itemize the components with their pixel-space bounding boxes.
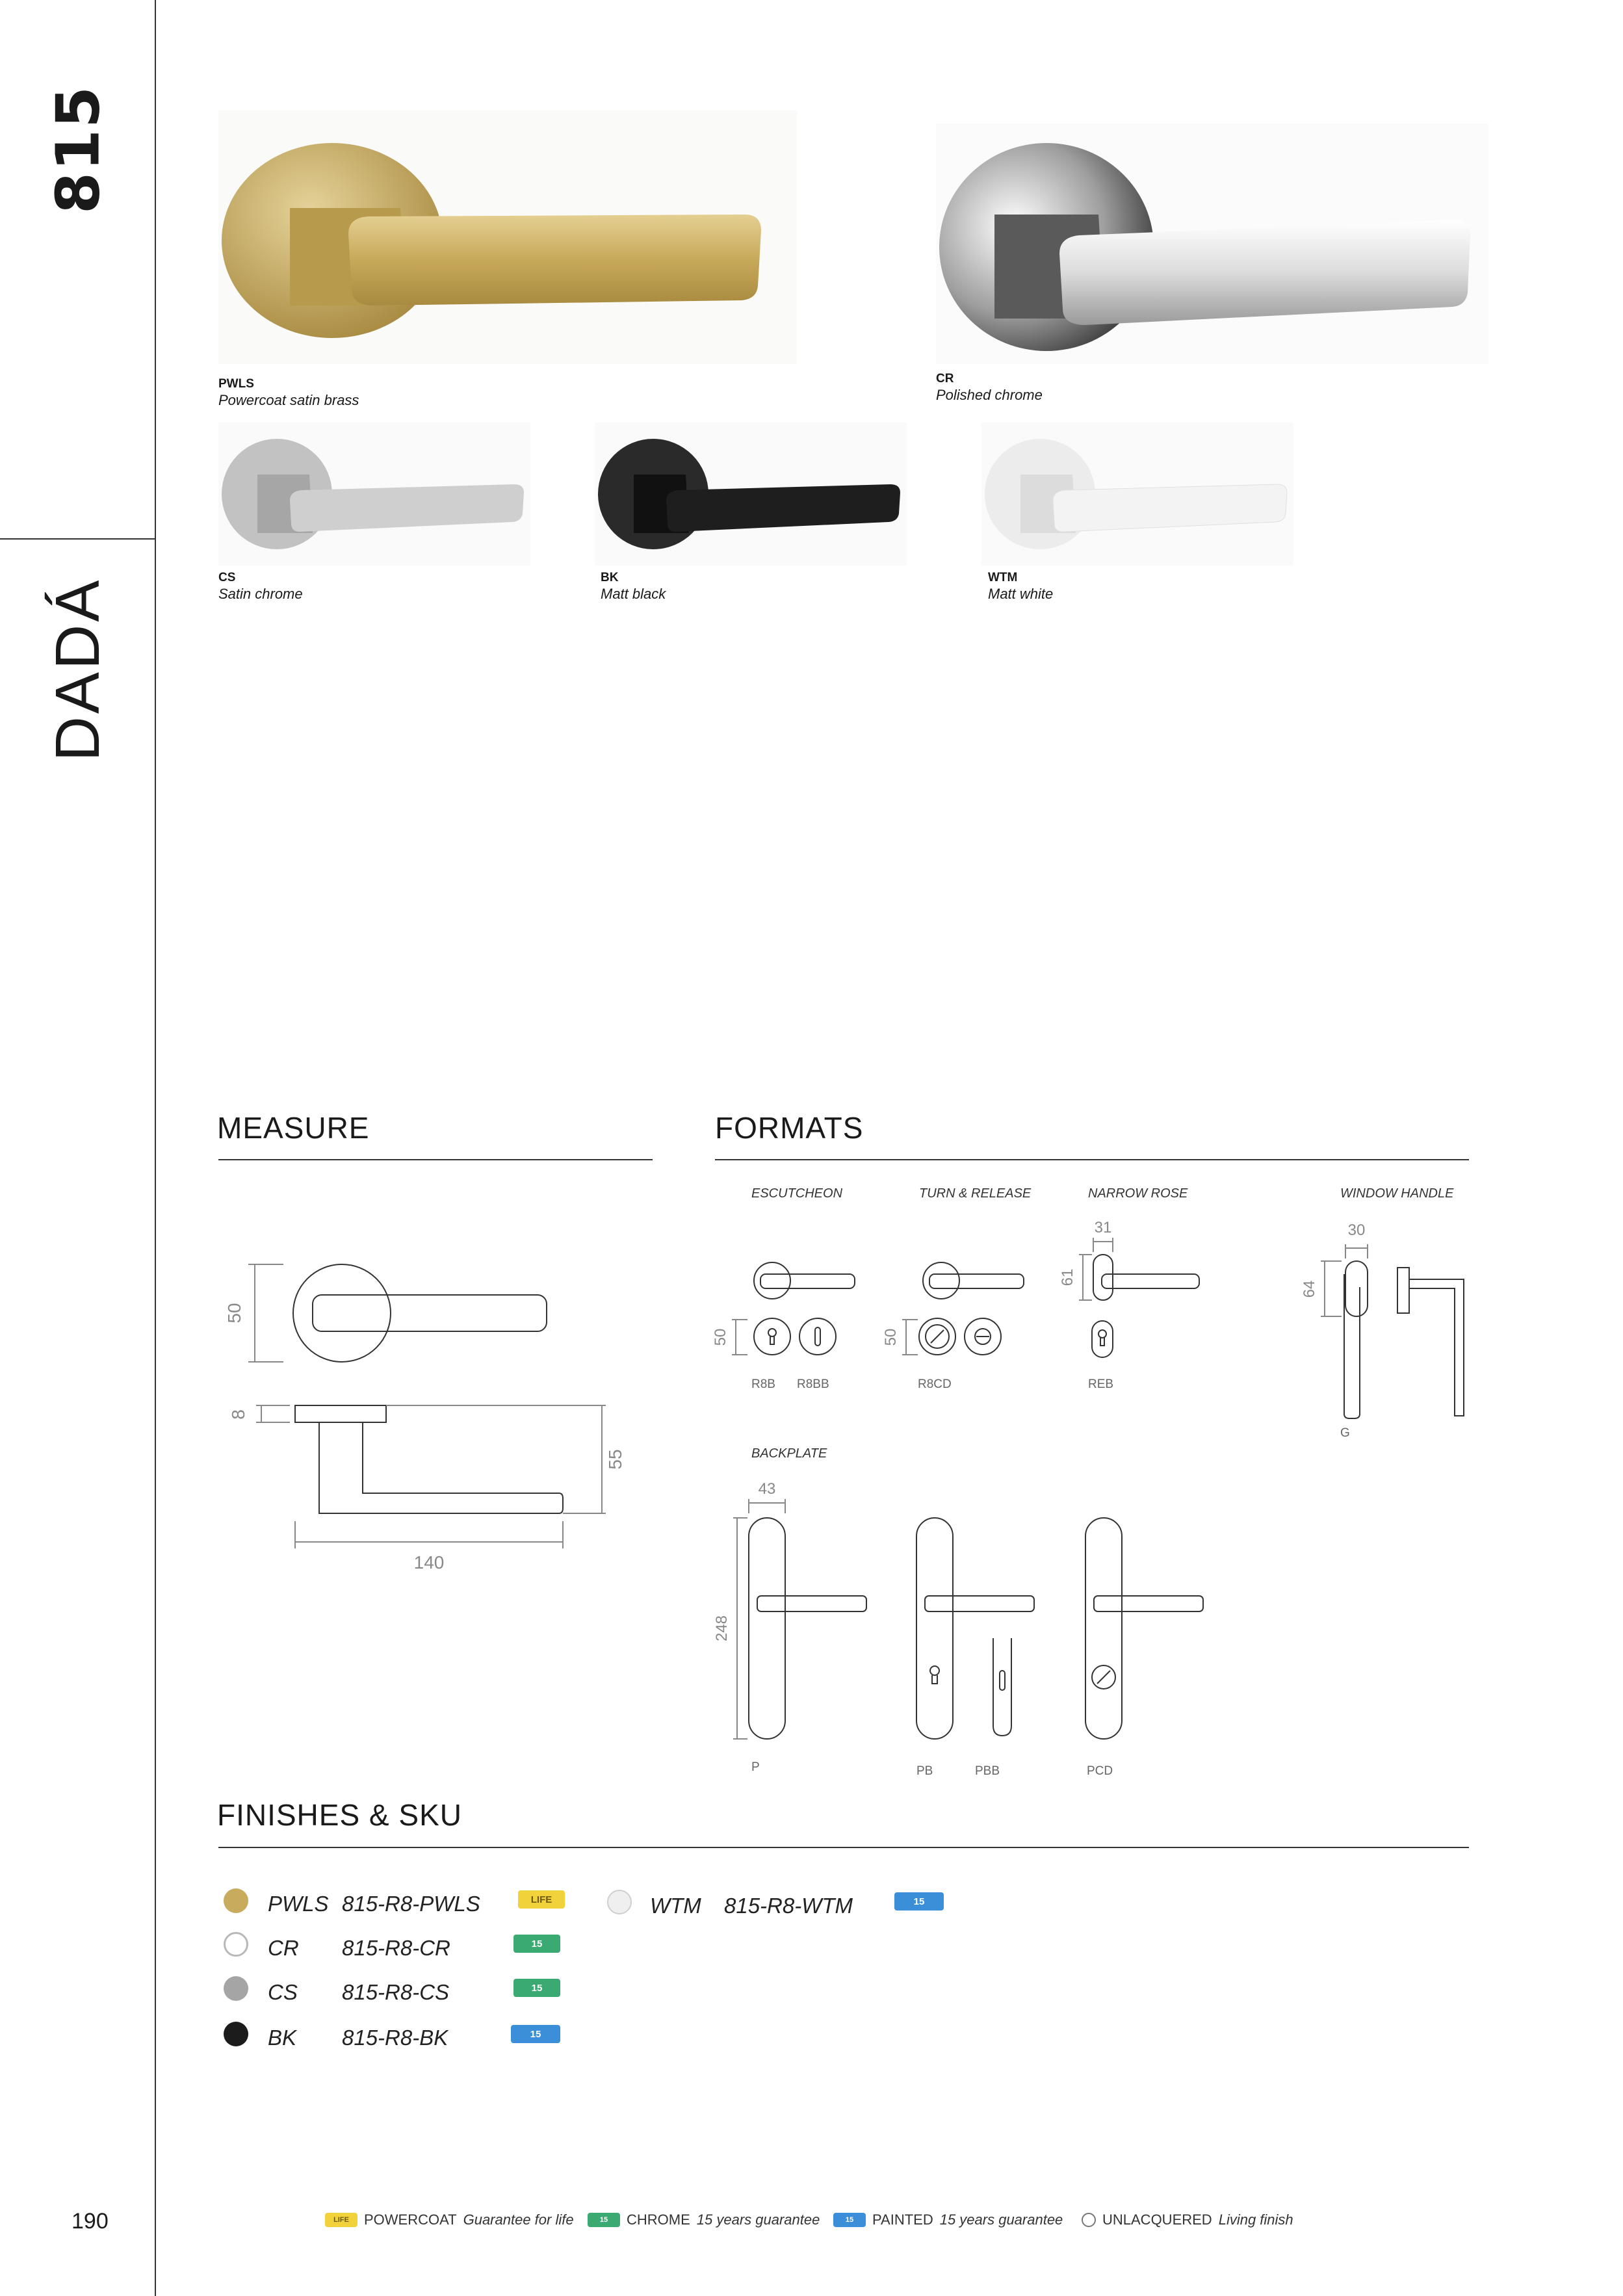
format-backplate: BACKPLATE bbox=[751, 1446, 827, 1461]
finishes-sku-title: FINISHES & SKU bbox=[217, 1798, 462, 1832]
side-separator bbox=[0, 538, 155, 540]
svg-text:50: 50 bbox=[882, 1328, 900, 1346]
finish-code-cs: CS bbox=[268, 1980, 298, 2004]
finish-code-cr: CR bbox=[268, 1936, 299, 1960]
code-pb: PB bbox=[916, 1764, 933, 1778]
series-name: DADÁ bbox=[43, 577, 112, 762]
svg-text:61: 61 bbox=[1059, 1268, 1076, 1286]
measure-title: MEASURE bbox=[217, 1111, 370, 1145]
finish-name: Satin chrome bbox=[218, 586, 303, 602]
code-pbb: PBB bbox=[975, 1764, 1000, 1778]
measure-rule bbox=[218, 1159, 653, 1160]
code-r8bb: R8BB bbox=[797, 1377, 829, 1391]
svg-text:43: 43 bbox=[758, 1480, 776, 1498]
finish-code: CR bbox=[936, 372, 954, 385]
swatch-wtm bbox=[607, 1890, 632, 1914]
dim-projection: 55 bbox=[605, 1449, 625, 1470]
formats-drawing-top bbox=[708, 1209, 1482, 1456]
format-window-handle: WINDOW HANDLE bbox=[1340, 1186, 1454, 1201]
legend-chrome: 15 CHROME 15 years guarantee bbox=[588, 2211, 820, 2228]
code-g: G bbox=[1340, 1426, 1350, 1440]
finish-code-bk: BK bbox=[268, 2026, 297, 2050]
dim-rose: 50 bbox=[224, 1303, 244, 1324]
code-r8cd: R8CD bbox=[918, 1377, 952, 1391]
finish-name: Matt black bbox=[601, 586, 666, 602]
sku-pwls: 815-R8-PWLS bbox=[342, 1892, 480, 1916]
legend-painted: 15 PAINTED 15 years guarantee bbox=[833, 2211, 1063, 2228]
format-narrow-rose: NARROW ROSE bbox=[1088, 1186, 1188, 1201]
finish-name: Matt white bbox=[988, 586, 1054, 602]
svg-text:31: 31 bbox=[1094, 1219, 1112, 1236]
formats-rule bbox=[715, 1159, 1469, 1160]
code-p: P bbox=[751, 1760, 760, 1774]
side-divider bbox=[155, 0, 156, 2296]
handle-image-bk bbox=[595, 423, 907, 566]
measure-drawing bbox=[218, 1235, 660, 1586]
swatch-bk bbox=[224, 2022, 248, 2046]
finish-code: CS bbox=[218, 571, 236, 584]
model-number: 815 bbox=[43, 85, 113, 215]
finish-code: PWLS bbox=[218, 377, 254, 391]
sku-wtm: 815-R8-WTM bbox=[724, 1894, 853, 1918]
svg-text:50: 50 bbox=[712, 1328, 729, 1346]
formats-title: FORMATS bbox=[715, 1111, 864, 1145]
code-pcd: PCD bbox=[1087, 1764, 1113, 1778]
sku-cr: 815-R8-CR bbox=[342, 1936, 450, 1960]
format-escutcheon: ESCUTCHEON bbox=[751, 1186, 843, 1201]
sku-cs: 815-R8-CS bbox=[342, 1980, 450, 2004]
badge-powercoat: LIFE bbox=[325, 2213, 357, 2227]
swatch-cs bbox=[224, 1976, 248, 2001]
handle-image-cr bbox=[936, 124, 1488, 364]
unlacquered-icon bbox=[1082, 2213, 1096, 2227]
badge-chrome: 15 bbox=[588, 2213, 620, 2227]
finish-code-wtm: WTM bbox=[650, 1894, 701, 1918]
dim-length: 140 bbox=[413, 1552, 445, 1572]
svg-text:64: 64 bbox=[1301, 1280, 1318, 1298]
finish-code: WTM bbox=[988, 571, 1018, 584]
svg-text:30: 30 bbox=[1347, 1221, 1366, 1239]
handle-image-cs bbox=[218, 423, 530, 566]
formats-drawing-backplate bbox=[708, 1469, 1228, 1788]
page-number: 190 bbox=[71, 2209, 109, 2234]
swatch-pwls bbox=[224, 1888, 248, 1913]
finish-name: Powercoat satin brass bbox=[218, 392, 359, 408]
handle-image-pwls bbox=[218, 111, 797, 364]
dim-thickness: 8 bbox=[228, 1409, 248, 1420]
legend-unlacquered: UNLACQUERED Living finish bbox=[1082, 2211, 1293, 2228]
sku-bk: 815-R8-BK bbox=[342, 2026, 448, 2050]
code-r8b: R8B bbox=[751, 1377, 775, 1391]
badge-chrome: 15 bbox=[513, 1979, 560, 1997]
finish-code-pwls: PWLS bbox=[268, 1892, 329, 1916]
handle-image-wtm bbox=[981, 423, 1293, 566]
format-turn-release: TURN & RELEASE bbox=[919, 1186, 1032, 1201]
finish-code: BK bbox=[601, 571, 619, 584]
svg-text:248: 248 bbox=[713, 1615, 731, 1642]
badge-painted: 15 bbox=[833, 2213, 866, 2227]
badge-chrome: 15 bbox=[513, 1935, 560, 1953]
finish-name: Polished chrome bbox=[936, 387, 1043, 403]
finishes-sku-rule bbox=[218, 1847, 1469, 1848]
badge-powercoat: LIFE bbox=[518, 1890, 565, 1909]
legend-powercoat: LIFE POWERCOAT Guarantee for life bbox=[325, 2211, 574, 2228]
badge-painted: 15 bbox=[511, 2025, 560, 2043]
swatch-cr bbox=[224, 1932, 248, 1957]
code-reb: REB bbox=[1088, 1377, 1114, 1391]
badge-painted: 15 bbox=[894, 1892, 944, 1911]
